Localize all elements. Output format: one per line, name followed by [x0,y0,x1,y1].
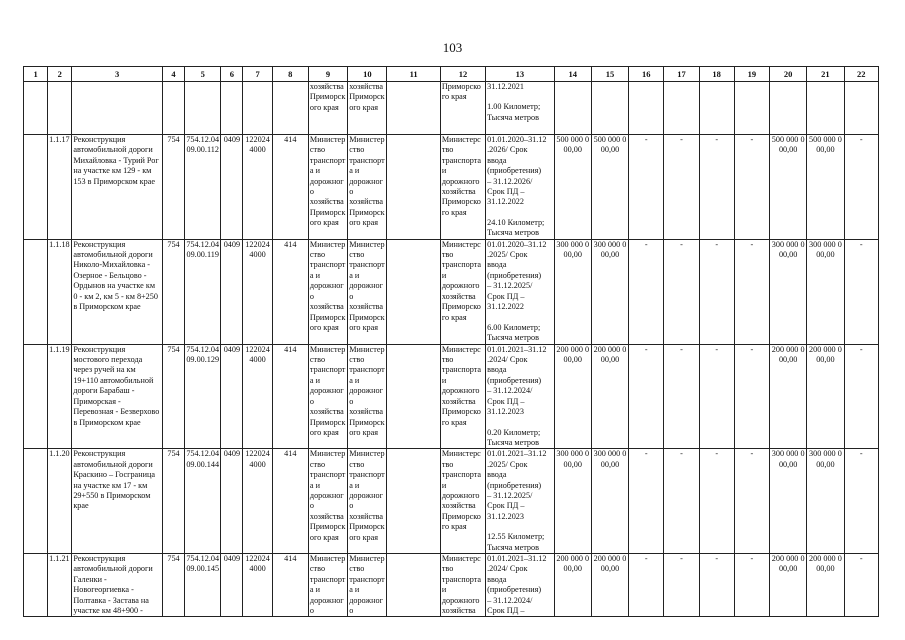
gr-code-cell: 754 [162,344,184,449]
target-article-cell: 122024 4000 [243,239,272,344]
section-cell: 0409 [221,135,243,240]
total-cost-cell: 200 000 0 00,00 [554,344,591,449]
executor-cell: Министерс тво транспорта и дорожного хозяйства Приморско го края [440,239,485,344]
table-row [24,344,879,449]
amount-cell: - [664,449,699,554]
estimated-cost-cell: 200 000 0 00,00 [591,553,628,616]
cell [72,82,163,135]
amount-cell: 300 000 0 00,00 [807,449,844,554]
column-header: 2 [48,67,72,82]
customer-cell: Министер ство транспорт а и дорожног о хозяйства Приморск ого края [348,239,387,344]
gr-code-cell: 754 [162,135,184,240]
estimated-cost-cell: 300 000 0 00,00 [591,239,628,344]
cell [591,82,628,135]
amount-cell: - [664,344,699,449]
column-header: 22 [844,67,878,82]
gr-code-cell: 754 [162,553,184,616]
amount-cell: 500 000 0 00,00 [770,135,807,240]
object-name-cell: Реконструкция автомобильной дороги Краскино – Госграница на участке км 17 - км 29+550 в Приморском крае [72,449,163,554]
table-row [24,449,879,554]
cell [387,82,440,135]
column-header: 9 [308,67,347,82]
expense-type-cell: 414 [272,553,308,616]
kbk-cell: 754.12.04 09.00.145 [185,553,221,616]
column-header: 15 [591,67,628,82]
cell [162,82,184,135]
estimated-cost-cell: 300 000 0 00,00 [591,449,628,554]
page-number: 103 [442,40,463,55]
responsible-cell: Министер ство транспорт а и дорожног о [308,553,347,616]
amount-cell: - [699,344,734,449]
responsible-cell: Министер ство транспорт а и дорожног о хозяйства Приморск ого края [308,135,347,240]
period-cell [486,135,554,240]
cell [387,239,440,344]
header-row [24,67,879,82]
object-name-cell: Реконструкция мостового перехода через ручей на км 19+110 автомобильной дороги Барабаш - Приморская - Перевозная - Безверхово в Приморском крае [72,344,163,449]
section-cell: 0409 [221,449,243,554]
amount-cell: 200 000 0 00,00 [807,344,844,449]
object-name-cell: Реконструкция автомобильной дороги Николо-Михайловка - Озерное - Бельцово - Ордынов на участке км 0 - км 2, км 5 - км 8+250 в Приморском крае [72,239,163,344]
kbk-cell: 754.12.04 09.00.119 [185,239,221,344]
amount-cell: - [629,239,664,344]
cell [699,82,734,135]
amount-cell: - [734,553,769,616]
column-header: 3 [72,67,163,82]
cell [48,82,72,135]
amount-cell: 300 000 0 00,00 [770,239,807,344]
row-number-cell: 1.1.20 [48,449,72,554]
customer-cell: Министер ство транспорт а и дорожног о хозяйства Приморск ого края [348,344,387,449]
amount-cell: 300 000 0 00,00 [807,239,844,344]
period-text: 01.01.2021–31.12 .2024/ Срок ввода (приобретения) – 31.12.2024/ Срок ПД – 31.12.2023 [487,344,547,417]
amount-cell: - [664,553,699,616]
period-text: 01.01.2021–31.12 .2025/ Срок ввода (приобретения) – 31.12.2025/ Срок ПД – 31.12.2023 [487,449,547,521]
amount-cell: 500 000 0 00,00 [807,135,844,240]
target-article-cell: 122024 4000 [243,135,272,240]
customer-cell: Министер ство транспорт а и дорожног о хозяйства Приморск ого края [348,135,387,240]
amount-cell: - [629,344,664,449]
responsible-cell: Министер ство транспорт а и дорожног о хозяйства Приморск ого края [308,344,347,449]
column-header: 4 [162,67,184,82]
customer-cell: Министер ство транспорт а и дорожног о хозяйства Приморск ого края [348,449,387,554]
amount-cell: - [664,135,699,240]
cell [24,344,48,449]
period-text: 01.01.2020–31.12 .2026/ Срок ввода (приобретения) – 31.12.2026/ Срок ПД – 31.12.2022 [487,135,547,207]
period-text: 01.01.2021–31.12 .2024/ Срок ввода (приобретения) – 31.12.2024/ Срок ПД – [487,553,547,615]
estimated-cost-cell: 200 000 0 00,00 [591,344,628,449]
target-article-cell: 122024 4000 [243,449,272,554]
kbk-cell: 754.12.04 09.00.144 [185,449,221,554]
amount-cell: - [629,135,664,240]
column-header: 8 [272,67,308,82]
column-header: 12 [440,67,485,82]
period-cell [486,449,554,554]
executor-cell: Министерс тво транспорта и дорожного хозяйства Приморско го края [440,449,485,554]
row-number-cell: 1.1.21 [48,553,72,616]
amount-cell: - [664,239,699,344]
cell [664,82,699,135]
amount-cell: - [699,135,734,240]
section-cell: 0409 [221,239,243,344]
capacity-text: 1.00 Километр; Тысяча метров [487,102,541,122]
document-table [23,66,879,617]
period-cell [486,344,554,449]
column-header: 21 [807,67,844,82]
estimated-cost-cell: 500 000 0 00,00 [591,135,628,240]
cell [24,82,48,135]
column-header: 1 [24,67,48,82]
section-cell: 0409 [221,344,243,449]
executor-cell: Приморско го края [440,82,485,135]
executor-cell: Министерс тво транспорта и дорожного хозяйства Приморско го края [440,344,485,449]
cell [629,82,664,135]
table-row [24,239,879,344]
total-cost-cell: 300 000 0 00,00 [554,239,591,344]
cell [387,449,440,554]
object-name-cell: Реконструкция автомобильной дороги Галенки - Новогеоргиевка - Полтавка - Застава на участке км 48+900 - [72,553,163,616]
column-header: 13 [486,67,554,82]
cell [734,82,769,135]
executor-cell: Министерс тво транспорта и дорожного хозяйства [440,553,485,616]
cell [844,82,878,135]
column-header: 14 [554,67,591,82]
cell [807,82,844,135]
total-cost-cell: 300 000 0 00,00 [554,449,591,554]
gr-code-cell: 754 [162,239,184,344]
executor-cell: Министерс тво транспорта и дорожного хозяйства Приморско го края [440,135,485,240]
column-header: 20 [770,67,807,82]
cell [554,82,591,135]
amount-cell: - [629,449,664,554]
column-header: 16 [629,67,664,82]
period-text: 31.12.2021 [487,82,524,91]
column-header: 18 [699,67,734,82]
capacity-text: 12.55 Километр; Тысяча метров [487,532,545,552]
cell [185,82,221,135]
period-text: 01.01.2020–31.12 .2025/ Срок ввода (приобретения) – 31.12.2025/ Срок ПД – 31.12.2022 [487,239,547,312]
capacity-text: 6.00 Километр; Тысяча метров [487,322,541,342]
expense-type-cell: 414 [272,344,308,449]
period-cell [486,239,554,344]
column-header: 7 [243,67,272,82]
cell [24,449,48,554]
column-header: 19 [734,67,769,82]
kbk-cell: 754.12.04 09.00.129 [185,344,221,449]
expense-type-cell: 414 [272,239,308,344]
column-header: 17 [664,67,699,82]
amount-cell: - [734,239,769,344]
table-row [24,553,879,616]
customer-cell: Министер ство транспорт а и дорожног о [348,553,387,616]
total-cost-cell: 500 000 0 00,00 [554,135,591,240]
amount-cell: - [844,239,878,344]
row-number-cell: 1.1.17 [48,135,72,240]
period-cell [486,82,554,135]
amount-cell: - [699,449,734,554]
continuation-row [24,82,879,135]
period-cell [486,553,554,616]
cell [24,239,48,344]
amount-cell: - [844,344,878,449]
cell [387,135,440,240]
responsible-cell: Министер ство транспорт а и дорожног о хозяйства Приморск ого края [308,449,347,554]
cell [24,553,48,616]
row-number-cell: 1.1.19 [48,344,72,449]
object-name-cell: Реконструкция автомобильной дороги Михайловка - Турий Рог на участке км 129 - км 153 в Приморском крае [72,135,163,240]
target-article-cell: 122024 4000 [243,553,272,616]
cell [221,82,243,135]
cell [24,135,48,240]
expense-type-cell: 414 [272,449,308,554]
expense-type-cell: 414 [272,135,308,240]
amount-cell: - [734,449,769,554]
amount-cell: 200 000 0 00,00 [770,344,807,449]
column-header: 5 [185,67,221,82]
column-header: 6 [221,67,243,82]
section-cell: 0409 [221,553,243,616]
amount-cell: - [734,344,769,449]
amount-cell: - [699,239,734,344]
cell [387,553,440,616]
column-header: 11 [387,67,440,82]
cell [387,344,440,449]
amount-cell: - [844,135,878,240]
capacity-text: 24.10 Километр; Тысяча метров [487,217,545,238]
amount-cell: - [844,449,878,554]
responsible-cell: хозяйства Приморск ого края [308,82,347,135]
amount-cell: 200 000 0 00,00 [770,553,807,616]
amount-cell: - [734,135,769,240]
total-cost-cell: 200 000 0 00,00 [554,553,591,616]
customer-cell: хозяйства Приморск ого края [348,82,387,135]
amount-cell: 200 000 0 00,00 [807,553,844,616]
cell [272,82,308,135]
responsible-cell: Министер ство транспорт а и дорожног о хозяйства Приморск ого края [308,239,347,344]
amount-cell: - [699,553,734,616]
table-row [24,135,879,240]
row-number-cell: 1.1.18 [48,239,72,344]
amount-cell: - [629,553,664,616]
column-header: 10 [348,67,387,82]
target-article-cell: 122024 4000 [243,344,272,449]
cell [243,82,272,135]
amount-cell: - [844,553,878,616]
gr-code-cell: 754 [162,449,184,554]
capacity-text: 0.20 Километр; Тысяча метров [487,427,541,447]
cell [770,82,807,135]
kbk-cell: 754.12.04 09.00.112 [185,135,221,240]
amount-cell: 300 000 0 00,00 [770,449,807,554]
